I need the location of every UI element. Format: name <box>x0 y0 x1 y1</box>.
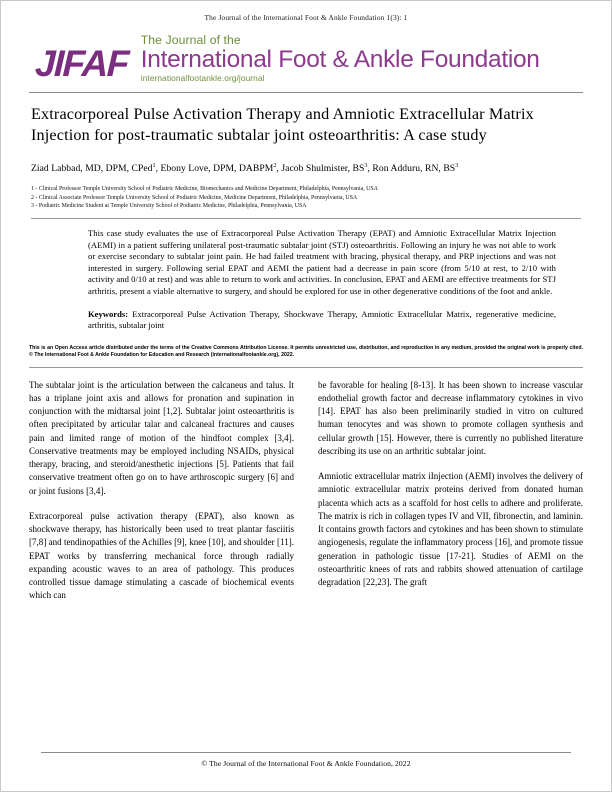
abstract-text: This case study evaluates the use of Extracorporeal Pulse Activation Therapy (EPAT) and Amniotic Extracellular Matrix Injection (AEMI) in a patient suffering unilateral post-traumatic subtalar joint (STJ) osteoarthritis. Following an injury he was not able to work or exercise secondary to subtalar joint pain. He had failed treatment with bracing, physical therapy, and PRP injections and was not interested in surgery. Following serial EPAT and AEMI the patient had a decrease in pain score (from 5/10 at rest, to 2/10 with activity and 0/10 at rest) and was able to return to work and activities. In conclusion, EPAT and AEMI are effective treatments for STJ arthritis, present a viable alternative to surgery, and should be explored for use in other degenerative conditions of the foot and ankle. <box>88 227 556 296</box>
page-title: Extracorporeal Pulse Activation Therapy and Amniotic Extracellular Matrix Injection for post-traumatic subtalar joint osteoarthritis: A case study <box>31 105 534 144</box>
affiliation-item: 2 - Clinical Associate Professor Temple University School of Podiatric Medicine, Medicine Department, Philadelphia, Pennsylvania, USA <box>31 194 358 201</box>
body-paragraph: The subtalar joint is the articulation between the calcaneus and talus. It has a triplane joint axis and allows for pronation and supination in conjunction with the midtarsal joint [1,2]. Subtalar joint osteoarthritis is often precipitated by articular talar and calcaneal fractures and causes pain and limited range of motion of the hindfoot complex [3,4]. Conservative treatments may be employed including NSAIDs, physical therapy, bracing, and steroid/anesthetic injections [5]. Patients that fail conservative treatment often go on to have arthroscopic surgery [6] and or joint fusions [3,4]. <box>29 379 294 496</box>
author-affiliation-marker: 1 <box>152 162 156 169</box>
author-entry <box>161 163 277 174</box>
keywords-line <box>88 309 556 332</box>
author-affiliation-marker: 2 <box>273 162 277 169</box>
author-entry <box>31 163 156 174</box>
author-entry <box>281 163 367 174</box>
running-head: The Journal of the International Foot & Ankle Foundation 1(3): 1 <box>204 13 408 22</box>
body-paragraph: Amniotic extracellular matrix iInjection (AEMI) involves the delivery of amniotic extracellular matrix proteins derived from donated human placenta which acts as a scaffold for host cells to adhere and proliferate. The matrix is rich in collagen types IV and VII, fibronectin, and laminin. It contains growth factors and cytokines and has been shown to stimulate angiogenesis, regulate the inflammatory process [16], and promote tissue generation in pathologic tissue [17-21]. Studies of AEMI on the osteoarthritic knees of rats and rabbits showed attenuation of cartilage degradation [22,23]. The graft <box>318 471 583 588</box>
footer-divider <box>41 752 571 753</box>
jifaf-logo: JIFAF <box>34 43 129 84</box>
license-statement: This is an Open Access article distributed under the terms of the Creative Commons Attribution License. It permits unrestricted use, distribution, and reproduction in any medium, provided the original work is properly cited. © The International Foot & Ankle Foundation for Education and Research (internationalfootankle.org), 2022. <box>29 344 583 359</box>
page-footer: © The Journal of the International Foot & Ankle Foundation, 2022 <box>201 759 411 768</box>
affiliation-item: 3 - Podiatric Medicine Student at Temple University School of Podiatric Medicine, Philadelphia, Pennsylvania, USA <box>31 203 307 210</box>
author-affiliation-marker: 3 <box>364 162 368 169</box>
keywords-text: Extracorporeal Pulse Activation Therapy, Shockwave Therapy, Amniotic Extracellular Matrix, regenerative medicine, arthritis, subtalar joint <box>88 308 556 331</box>
journal-masthead <box>1 22 611 84</box>
author-name: Ron Adduru, RN, BS <box>372 163 456 175</box>
author-entry <box>372 163 458 174</box>
masthead-line-the-journal-of-the: The Journal of the <box>140 33 241 47</box>
affiliation-item: 1 - Clinical Professor Temple University School of Podiatric Medicine, Biomechanics and Medicine Department, Philadelphia, Pennsylvania, USA <box>31 186 378 193</box>
right-column <box>318 379 583 603</box>
abstract-top-divider <box>31 218 581 219</box>
left-column <box>29 379 294 603</box>
author-name: Jacob Shulmister, BS <box>281 163 365 175</box>
author-name: Ziad Labbad, MD, DPM, CPed <box>31 163 153 175</box>
masthead-line-journal-name: International Foot & Ankle Foundation <box>140 46 540 73</box>
author-name: Ebony Love, DPM, DABPM <box>160 163 274 175</box>
abstract-section <box>31 218 581 332</box>
masthead-text-stack <box>141 34 540 84</box>
affiliation-list <box>31 185 581 211</box>
masthead-divider <box>29 92 583 93</box>
body-paragraph: Extracorporeal pulse activation therapy (EPAT), also known as shockwave therapy, has historically been used to treat plantar fasciitis [7,8] and tendinopathies of the Achilles [9], knee [10], and shoulder [11]. EPAT works by transferring mechanical force through radially expanding acoustic waves to an area of pathology. This produces controlled tissue damage stimulating a cascade of biochemical events which can <box>29 510 294 601</box>
author-list: Ziad Labbad, MD, DPM, CPed$^1$, Ebony Love, DPM, DABPM$^2$, Jacob Shulmister, $BS^3$, Ron Adduru, RN, $BS^3$ <box>31 162 459 175</box>
masthead-line-website: internationalfootankle.org/journal <box>140 73 265 83</box>
body-columns <box>29 379 583 603</box>
body-paragraph: be favorable for healing [8-13]. It has been shown to increase vascular endothelial growth factor and decrease inflammatory cytokines in vivo [14]. EPAT has also been preliminarily studied in vitro on cultured human tenocytes and was shown to promote collagen synthesis and cellular growth [15]. However, there is currently no published literature describing its use on an arthritic subtalar joint. <box>318 379 583 456</box>
author-affiliation-marker: 3 <box>455 162 459 169</box>
keywords-label: Keywords: <box>88 308 129 319</box>
body-top-divider <box>29 367 583 368</box>
